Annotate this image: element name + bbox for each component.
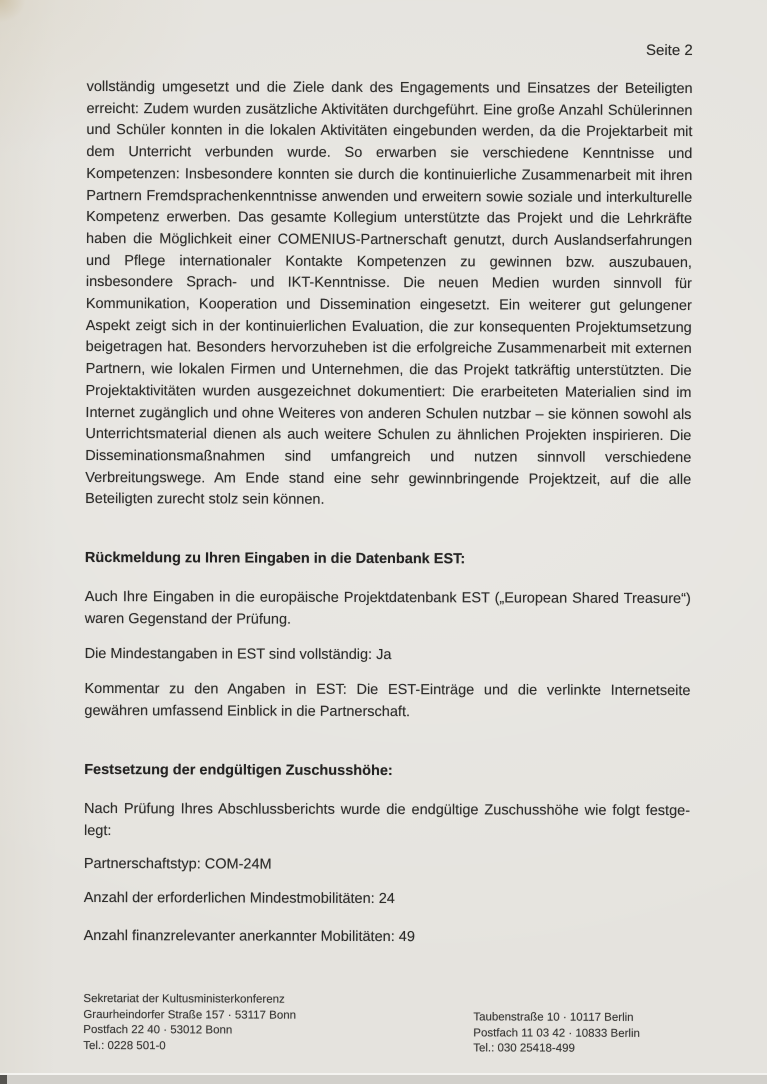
- footer-street-berlin: Taubenstraße 10 · 10117 Berlin: [473, 1011, 634, 1024]
- scan-bottom-edge: [0, 1073, 767, 1084]
- footer-org-name: Sekretariat der Kultusministerkonferenz: [83, 992, 285, 1006]
- zuschuss-section-heading: Festsetzung der endgültigen Zuschusshöhe:: [84, 761, 393, 780]
- footer-postfach-bonn: Postfach 22 40 · 53012 Bonn: [83, 1023, 233, 1037]
- report-summary-paragraph: vollständig umgesetzt und die Ziele dank des Engagements und Einsatzes der Beteiligten erreicht: Zudem wurden zusätzliche Aktivitäten durchgeführt. Eine große Anzahl Schülerinnen und Schüler konnten in die lokalen Aktivitäten eingebunden werden, da die Projektarbeit mit dem Unterricht verbunden wurde. So erwarben sie verschiedene Kenntnisse und Kompetenzen: Insbesondere konnten sie durch die kontinuierliche Zusammenarbeit mit ihren Partnern Fremdsprachenkenntnisse anwenden und erweitern sowie soziale und interkulturelle Kompetenz erwerben. Das gesamte Kollegium unterstützte das Projekt und die Lehrkräfte haben die Möglichkeit einer COMENIUS-Partnerschaft genutzt, durch Auslandserfahrungen und Pflege internationaler Kontakte Kompetenzen zu gewinnen bzw. auszubauen, insbesondere Sprach- und IKT-Kenntnisse. Die neuen Medien wurden sinnvoll für Kommunikation, Kooperation und Dissemination eingesetzt. Ein weiterer gut gelungener Aspekt zeigt sich in der kontinuierlichen Evaluation, die zur konsequenten Projektumsetzung beigetragen hat. Besonders hervorzuheben ist die erfolgreiche Zusammenarbeit mit externen Partnern, wie lokalen Firmen und Unternehmen, die das Projekt tatkräftig unterstützten. Die Projektaktivitäten wurden ausgezeichnet dokumentiert: Die erarbeiteten Materialien sind im Internet zugänglich und ohne Weiteres von anderen Schulen nutzbar – sie können sowohl als Unterrichtsmaterial dienen als auch weitere Schulen zu ähnlichen Projekten inspirieren. Die Disseminationsmaßnahmen sind umfangreich und nutzen sinnvoll verschiedene Verbreitungswege. Am Ende stand eine sehr gewinnbringende Projektzeit, auf die alle Beteiligten zurecht stolz sein können.: [85, 78, 693, 509]
- page-number-label: Seite 2: [645, 41, 693, 60]
- footer-street-bonn: Graurheindorfer Straße 157 · 53117 Bonn: [83, 1008, 297, 1022]
- est-paragraph-database: Auch Ihre Eingaben in die europäische Projektdatenbank EST („European Shared Treasure“) waren Gegenstand der Prüfung.: [84, 588, 691, 628]
- scan-corner-shadow: [0, 1075, 7, 1084]
- zuschuss-paragraph-intro: Nach Prüfung Ihres Abschlussberichts wurde die endgültige Zuschusshöhe wie folgt festge- legt:: [83, 800, 691, 839]
- footer-phone-bonn: Tel.: 0228 501-0: [83, 1039, 166, 1052]
- anerkannte-mobilitaeten-line: Anzahl finanzrelevanter anerkannter Mobilitäten: 49: [83, 927, 415, 946]
- footer-postfach-berlin: Postfach 11 03 42 · 10833 Berlin: [473, 1026, 640, 1040]
- partnerschaftstyp-line: Partnerschaftstyp: COM-24M: [83, 855, 272, 873]
- footer-address-berlin: [473, 1010, 640, 1057]
- est-paragraph-kommentar: Kommentar zu den Angaben in EST: Die EST-Einträge und die verlinkte Internetseite gewähren umfassend Einblick in die Partnerschaft.: [84, 680, 691, 720]
- mindestmobilitaeten-line: Anzahl der erforderlichen Mindestmobilitäten: 24: [83, 889, 395, 908]
- footer-address-bonn: [83, 992, 296, 1055]
- est-section-heading: Rückmeldung zu Ihren Eingaben in die Datenbank EST:: [84, 549, 466, 568]
- est-paragraph-mindestangaben: Die Mindestangaben in EST sind vollständig: Ja: [84, 645, 392, 664]
- footer-phone-berlin: Tel.: 030 25418-499: [473, 1042, 575, 1055]
